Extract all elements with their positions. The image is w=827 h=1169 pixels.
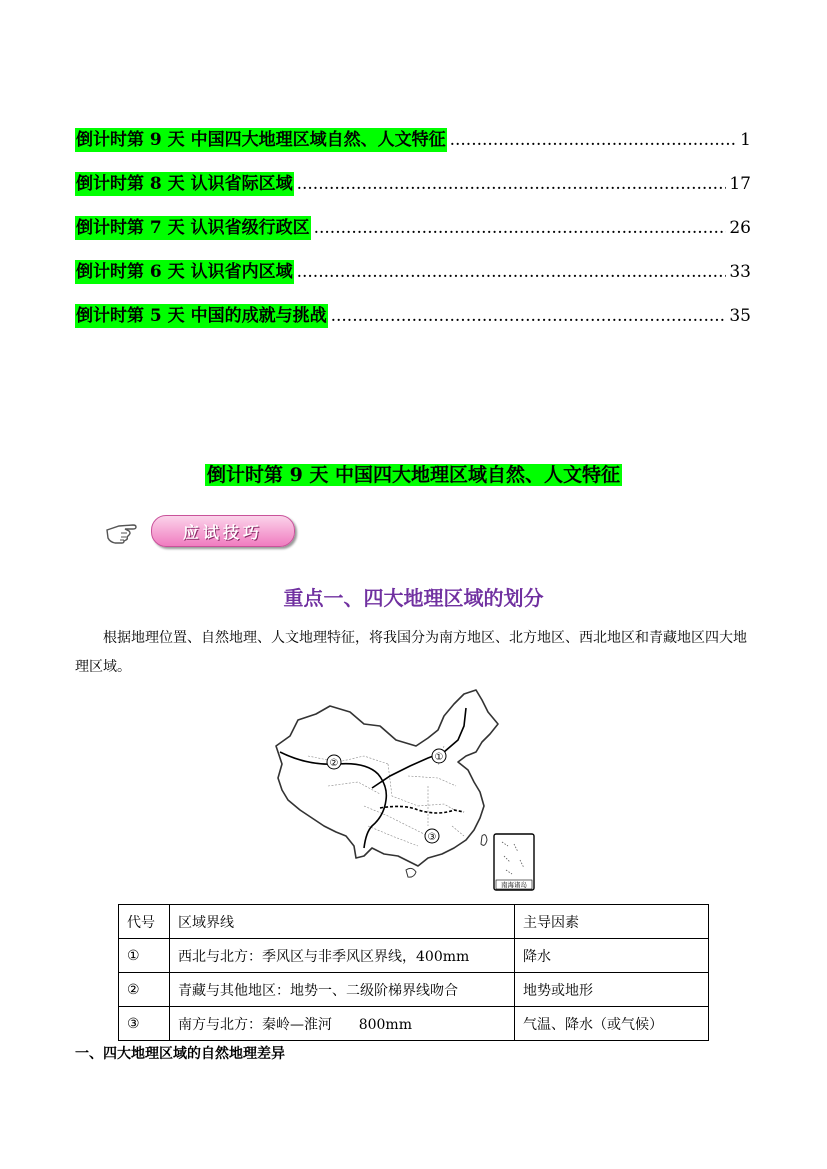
toc-entry-page[interactable]: 1 — [740, 130, 751, 150]
table-cell: 青藏与其他地区：地势一、二级阶梯界线吻合 — [170, 973, 515, 1007]
south-china-sea-inset — [494, 834, 534, 890]
svg-text:南海诸岛: 南海诸岛 — [501, 881, 527, 889]
toc-entry-title[interactable]: 倒计时第 8 天 认识省际区域 — [76, 174, 293, 194]
toc-entry-page[interactable]: 26 — [729, 218, 751, 238]
table-cell: ③ — [119, 1007, 170, 1041]
table-cell: 南方与北方：秦岭—淮河 800mm — [170, 1007, 515, 1041]
toc-entry-page[interactable]: 33 — [729, 262, 751, 282]
toc-leader-dots — [331, 304, 727, 328]
svg-text:①: ① — [434, 752, 444, 763]
toc-leader-dots — [450, 128, 738, 152]
table-header-cell: 区域界线 — [170, 905, 515, 939]
table-of-contents — [75, 108, 751, 328]
map-marker-3 — [425, 829, 439, 843]
toc-entry-page[interactable]: 35 — [729, 306, 751, 326]
table-header-row — [119, 905, 709, 939]
toc-entry-title[interactable]: 倒计时第 9 天 中国四大地理区域自然、人文特征 — [76, 130, 446, 150]
subheading: 一、四大地理区域的自然地理差异 — [75, 1046, 285, 1062]
toc-leader-dots — [297, 172, 727, 196]
toc-entry-title[interactable]: 倒计时第 7 天 认识省级行政区 — [76, 218, 310, 238]
table-row — [119, 1007, 709, 1041]
table-cell: ② — [119, 973, 170, 1007]
toc-leader-dots — [297, 260, 727, 284]
toc-entry[interactable] — [75, 152, 751, 196]
table-cell: 降水 — [515, 939, 709, 973]
exam-tips-badge: 应试技巧 — [151, 515, 295, 547]
table-header-cell: 主导因素 — [515, 905, 709, 939]
table-cell: 地势或地形 — [515, 973, 709, 1007]
table-row — [119, 939, 709, 973]
table-cell: 西北与北方：季风区与非季风区界线，400mm — [170, 939, 515, 973]
toc-entry[interactable] — [75, 284, 751, 328]
toc-entry[interactable] — [75, 240, 751, 284]
region-boundary-table — [118, 904, 709, 1041]
map-marker-1 — [432, 749, 446, 763]
table-row — [119, 973, 709, 1007]
toc-entry[interactable] — [75, 108, 751, 152]
section-title: 重点一、四大地理区域的划分 — [283, 586, 544, 610]
exam-tips-banner — [105, 514, 295, 548]
toc-entry-title[interactable]: 倒计时第 6 天 认识省内区域 — [76, 262, 293, 282]
table-cell: 气温、降水（或气候） — [515, 1007, 709, 1041]
table-header-cell: 代号 — [119, 905, 170, 939]
toc-leader-dots — [314, 216, 727, 240]
toc-entry[interactable] — [75, 196, 751, 240]
svg-text:③: ③ — [427, 832, 437, 843]
toc-entry-page[interactable]: 17 — [729, 174, 751, 194]
intro-paragraph: 根据地理位置、自然地理、人文地理特征，将我国分为南方地区、北方地区、西北地区和青藏地区四大地理区域。 — [75, 630, 747, 675]
map-marker-2 — [327, 755, 341, 769]
chapter-title — [0, 461, 827, 489]
table-cell: ① — [119, 939, 170, 973]
china-regions-map — [268, 686, 538, 894]
toc-entry-title[interactable]: 倒计时第 5 天 中国的成就与挑战 — [76, 306, 327, 326]
pointing-hand-icon — [105, 516, 145, 546]
chapter-title-text: 倒计时第 9 天 中国四大地理区域自然、人文特征 — [206, 464, 621, 486]
svg-text:②: ② — [329, 758, 339, 769]
